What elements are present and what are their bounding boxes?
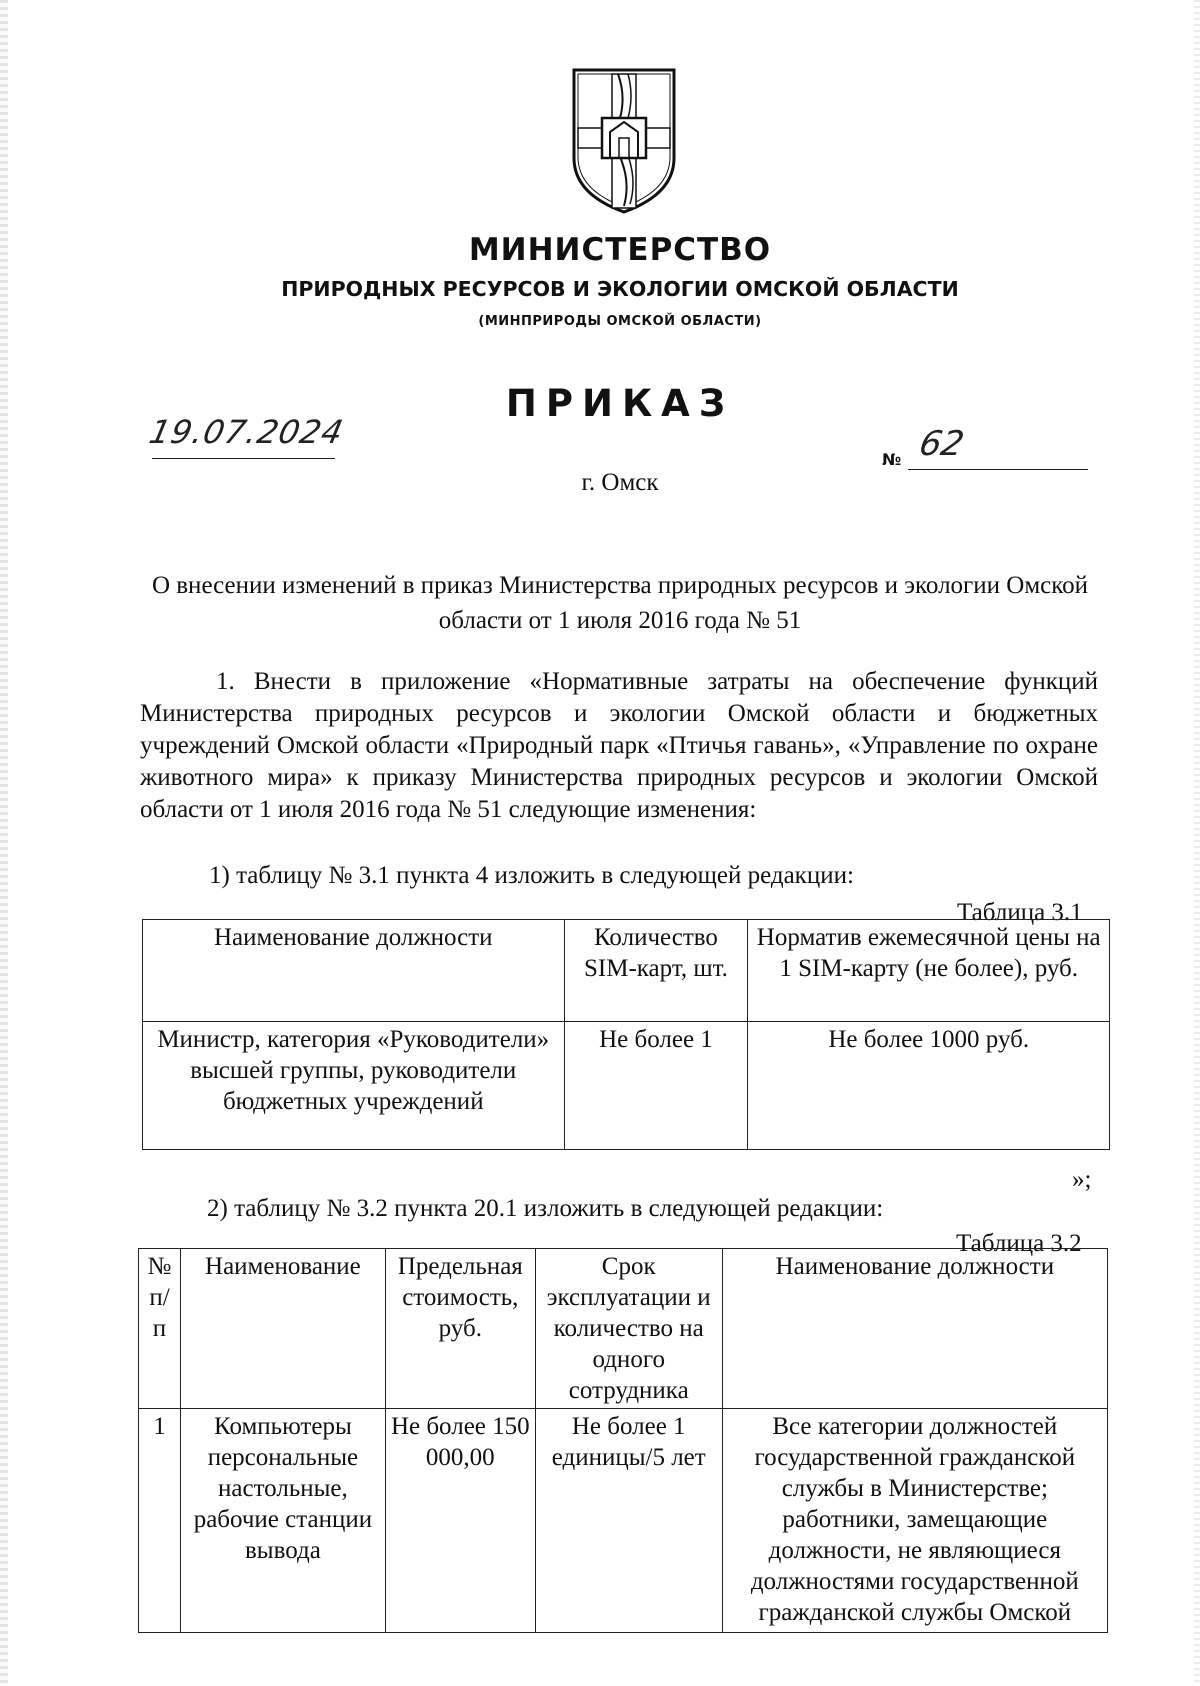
table-header-cell: Наименование <box>180 1249 385 1409</box>
table-header-cell: Норматив ежемесячной цены на 1 SIM-карту (не более), руб. <box>748 920 1110 1022</box>
table-cell: Компьютеры персональные настольные, рабочие станции вывода <box>180 1409 385 1633</box>
table-row <box>139 1409 1108 1633</box>
handwritten-date: 19.07.2024 <box>145 413 348 451</box>
table-header-cell: Наименование должности <box>143 920 565 1022</box>
table-header-cell: Наименование должности <box>722 1249 1107 1409</box>
table-cell: Министр, категория «Руководители» высшей группы, руководители бюджетных учреждений <box>143 1022 565 1150</box>
number-sign: № <box>882 450 902 469</box>
coat-of-arms-emblem <box>568 66 680 216</box>
table-header-cell: № п/п <box>139 1249 181 1409</box>
table-header-row <box>139 1249 1108 1409</box>
table-header-cell: Срок эксплуатации и количество на одного сотрудника <box>535 1249 722 1409</box>
list-item-2: 2) таблицу № 3.2 пункта 20.1 изложить в следующей редакции: <box>207 1195 884 1222</box>
table-row <box>143 1022 1110 1150</box>
table-cell: Все категории должностей государственной гражданской службы в Министерстве; работники, замещающие должности, не являющиеся должностями государственной гражданской службы Омской <box>722 1409 1107 1633</box>
table-cell: 1 <box>139 1409 181 1633</box>
table-cell: Не более 1 единицы/5 лет <box>535 1409 722 1633</box>
table-header-row <box>143 920 1110 1022</box>
order-subject: О внесении изменений в приказ Министерства природных ресурсов и экологии Омской области от 1 июля 2016 года № 51 <box>151 572 1089 634</box>
org-name-short: (МИНПРИРОДЫ ОМСКОЙ ОБЛАСТИ) <box>478 314 762 329</box>
paragraph-1: 1. Внести в приложение «Нормативные затраты на обеспечение функций Министерства природных ресурсов и экологии Омской области и бюджетных учреждений Омской области «Природный парк «Птичья гавань», «Управление по охране животного мира» к приказу Министерства природных ресурсов и экологии Омской области от 1 июля 2016 года № 51 следующие изменения: <box>140 668 1098 823</box>
city-line: г. Омск <box>581 469 659 496</box>
table-cell: Не более 1000 руб. <box>748 1022 1110 1150</box>
table-cell: Не более 150 000,00 <box>385 1409 535 1633</box>
closing-quote: »; <box>1072 1166 1092 1193</box>
table-3-2-caption: Таблица 3.2 <box>956 1230 1082 1257</box>
handwritten-number: 62 <box>915 424 968 464</box>
table-3-2 <box>138 1248 1108 1633</box>
org-name-line1: МИНИСТЕРСТВО <box>468 232 772 268</box>
table-header-cell: Количество SIM-карт, шт. <box>564 920 748 1022</box>
org-name-line2: ПРИРОДНЫХ РЕСУРСОВ И ЭКОЛОГИИ ОМСКОЙ ОБЛАСТИ <box>281 277 959 301</box>
table-header-cell: Предельная стоимость, руб. <box>385 1249 535 1409</box>
date-underline <box>152 458 335 459</box>
document-type-title: ПРИКАЗ <box>505 382 735 425</box>
table-3-1-caption: Таблица 3.1 <box>957 899 1083 926</box>
table-3-1 <box>142 919 1110 1150</box>
table-cell: Не более 1 <box>564 1022 748 1150</box>
list-item-1: 1) таблицу № 3.1 пункта 4 изложить в следующей редакции: <box>209 862 854 889</box>
